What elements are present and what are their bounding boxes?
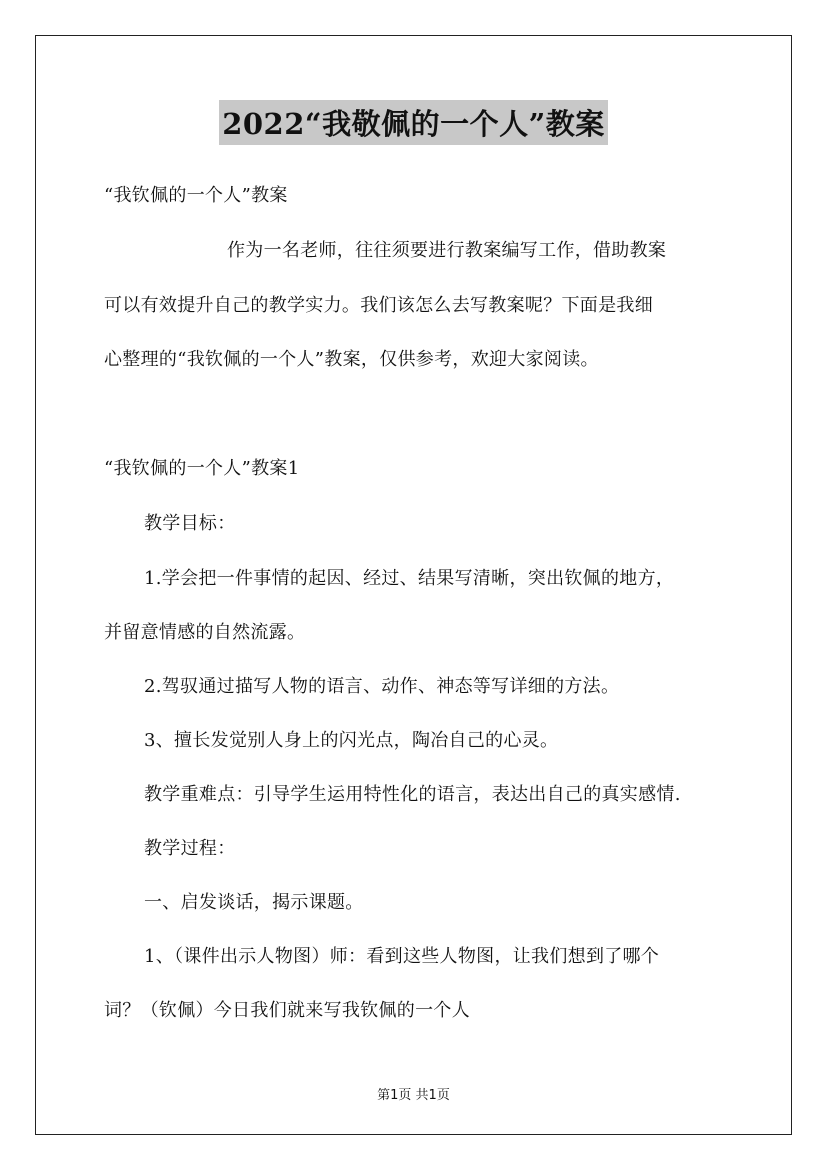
paragraph-line: 词？（钦佩）今日我们就来写我钦佩的一个人 [104, 1000, 470, 1021]
page-footer: 第1页 共1页 [377, 1088, 450, 1103]
paragraph-line: 可以有效提升自己的教学实力。我们该怎么去写教案呢？下面是我细 [104, 295, 653, 316]
paragraph-line: 并留意情感的自然流露。 [104, 622, 306, 643]
paragraph-line: 教学重难点：引导学生运用特性化的语言，表达出自己的真实感情. [144, 784, 681, 805]
section-heading: “我钦佩的一个人”教案1 [104, 458, 300, 479]
paragraph-line: 1.学会把一件事情的起因、经过、结果写清晰，突出钦佩的地方， [144, 568, 675, 589]
paragraph-line: 教学过程： [144, 838, 236, 859]
title-container [0, 100, 827, 145]
paragraph-line: 3、擅长发觉别人身上的闪光点，陶冶自己的心灵。 [144, 730, 559, 751]
paragraph-line: 作为一名老师，往往须要进行教案编写工作，借助教案 [227, 240, 667, 261]
paragraph-line: 一、启发谈话，揭示课题。 [144, 892, 364, 913]
paragraph-line: 心整理的“我钦佩的一个人”教案，仅供参考，欢迎大家阅读。 [104, 349, 599, 370]
document-title: 2022“我敬佩的一个人”教案 [219, 100, 608, 145]
subtitle-line: “我钦佩的一个人”教案 [104, 185, 288, 206]
paragraph-line: 教学目标： [144, 513, 236, 534]
paragraph-line: 2.驾驭通过描写人物的语言、动作、神态等写详细的方法。 [144, 676, 620, 697]
paragraph-line: 1、（课件出示人物图）师：看到这些人物图，让我们想到了哪个 [144, 946, 660, 967]
